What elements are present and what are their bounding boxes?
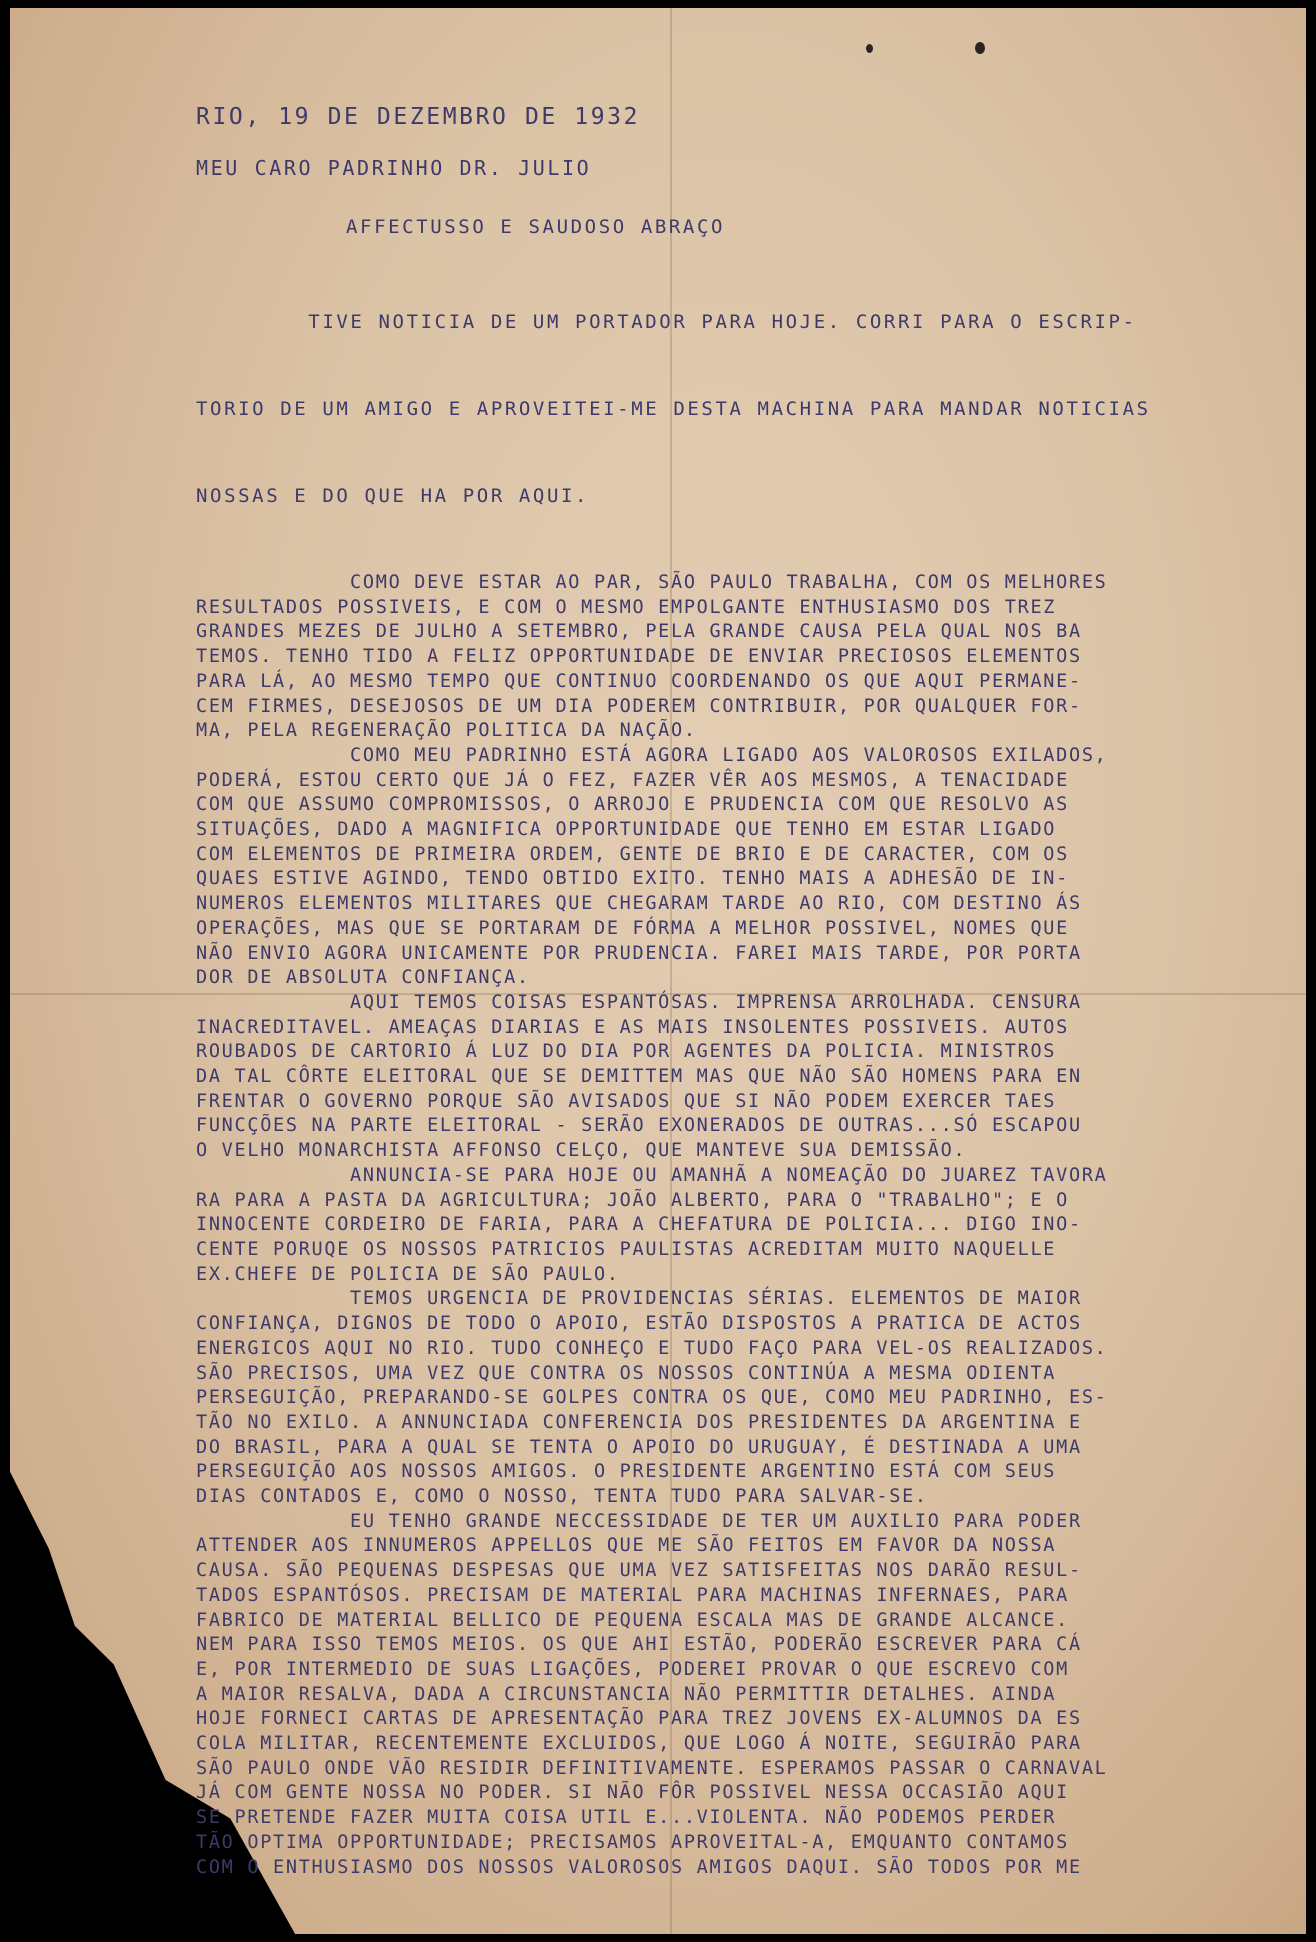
text-line: TIVE NOTICIA DE UM PORTADOR PARA HOJE. CORRI PARA O ESCRIP-	[196, 311, 1137, 333]
text-line: SÃO PAULO ONDE VÃO RESIDIR DEFINITIVAMENTE. ESPERAMOS PASSAR O CARNAVAL	[196, 1757, 1108, 1779]
text-line: DO BRASIL, PARA A QUAL SE TENTA O APOIO DO URUGUAY, É DESTINADA A UMA	[196, 1436, 1082, 1458]
greeting: AFFECTUSSO E SAUDOSO ABRAÇO	[346, 216, 726, 238]
text-line: HOJE FORNECI CARTAS DE APRESENTAÇÃO PARA TREZ JOVENS EX-ALUMNOS DA ES	[196, 1708, 1082, 1730]
text-line: NOSSAS E DO QUE HA POR AQUI.	[196, 485, 590, 507]
text-line: GRANDES MEZES DE JULHO A SETEMBRO, PELA GRANDE CAUSA PELA QUAL NOS BA	[196, 621, 1082, 643]
text-line: TÃO NO EXILO. A ANNUNCIADA CONFERENCIA DOS PRESIDENTES DA ARGENTINA E	[196, 1411, 1082, 1433]
salutation: MEU CARO PADRINHO DR. JULIO	[196, 156, 592, 180]
text-line: PODERÁ, ESTOU CERTO QUE JÁ O FEZ, FAZER VÊR AOS MESMOS, A TENACIDADE	[196, 769, 1069, 791]
text-line: INACREDITAVEL. AMEAÇAS DIARIAS E AS MAIS INSOLENTES POSSIVEIS. AUTOS	[196, 1016, 1069, 1038]
text-line: CONFIANÇA, DIGNOS DE TODO O APOIO, ESTÃO DISPOSTOS A PRATICA DE ACTOS	[196, 1313, 1082, 1335]
text-line: MA, PELA REGENERAÇÃO POLITICA DA NAÇÃO.	[196, 720, 697, 742]
letter-date: RIO, 19 DE DEZEMBRO DE 1932	[196, 104, 641, 130]
text-line: E, POR INTERMEDIO DE SUAS LIGAÇÕES, PODEREI PROVAR O QUE ESCREVO COM	[196, 1658, 1069, 1680]
text-line: RA PARA A PASTA DA AGRICULTURA; JOÃO ALBERTO, PARA O "TRABALHO"; E O	[196, 1189, 1069, 1211]
letter-body	[196, 571, 1266, 1880]
text-line: DOR DE ABSOLUTA CONFIANÇA.	[196, 967, 530, 989]
text-line: QUAES ESTIVE AGINDO, TENDO OBTIDO EXITO. TENHO MAIS A ADHESÃO DE IN-	[196, 868, 1069, 890]
text-line: EX.CHEFE DE POLICIA DE SÃO PAULO.	[196, 1263, 620, 1285]
text-line: CENTE PORUQE OS NOSSOS PATRICIOS PAULISTAS ACREDITAM MUITO NAQUELLE	[196, 1238, 1057, 1260]
text-line: CEM FIRMES, DESEJOSOS DE UM DIA PODEREM CONTRIBUIR, POR QUALQUER FOR-	[196, 695, 1082, 717]
text-line: SITUAÇÕES, DADO A MAGNIFICA OPPORTUNIDADE QUE TENHO EM ESTAR LIGADO	[196, 819, 1057, 841]
text-line: NÃO ENVIO AGORA UNICAMENTE POR PRUDENCIA. FAREI MAIS TARDE, POR PORTA	[196, 942, 1082, 964]
text-line: TÃO OPTIMA OPPORTUNIDADE; PRECISAMOS APROVEITAL-A, EMQUANTO CONTAMOS	[196, 1831, 1069, 1853]
text-line: FABRICO DE MATERIAL BELLICO DE PEQUENA ESCALA MAS DE GRANDE ALCANCE.	[196, 1609, 1069, 1631]
text-line: A MAIOR RESALVA, DADA A CIRCUNSTANCIA NÃO PERMITTIR DETALHES. AINDA	[196, 1683, 1057, 1705]
text-line: PARA LÁ, AO MESMO TEMPO QUE CONTINUO COORDENANDO OS QUE AQUI PERMANE-	[196, 670, 1082, 692]
text-line: PERSEGUIÇÃO AOS NOSSOS AMIGOS. O PRESIDENTE ARGENTINO ESTÁ COM SEUS	[196, 1461, 1057, 1483]
text-line: NEM PARA ISSO TEMOS MEIOS. OS QUE AHI ESTÃO, PODERÃO ESCREVER PARA CÁ	[196, 1634, 1082, 1656]
text-line: COMO MEU PADRINHO ESTÁ AGORA LIGADO AOS VALOROSOS EXILADOS,	[196, 744, 1108, 766]
text-line: FRENTAR O GOVERNO PORQUE SÃO AVISADOS QUE SI NÃO PODEM EXERCER TAES	[196, 1090, 1057, 1112]
text-line: DA TAL CÔRTE ELEITORAL QUE SE DEMITTEM MAS QUE NÃO SÃO HOMENS PARA EN	[196, 1066, 1082, 1088]
text-line: FUNCÇÕES NA PARTE ELEITORAL - SERÃO EXONERADOS DE OUTRAS...SÓ ESCAPOU	[196, 1115, 1082, 1137]
text-line: ATTENDER AOS INNUMEROS APPELLOS QUE ME SÃO FEITOS EM FAVOR DA NOSSA	[196, 1535, 1057, 1557]
text-line: TEMOS URGENCIA DE PROVIDENCIAS SÉRIAS. ELEMENTOS DE MAIOR	[196, 1288, 1082, 1310]
text-line: AQUI TEMOS COISAS ESPANTÓSAS. IMPRENSA ARROLHADA. CENSURA	[196, 991, 1082, 1013]
text-line: NUMEROS ELEMENTOS MILITARES QUE CHEGARAM TARDE AO RIO, COM DESTINO ÁS	[196, 893, 1082, 915]
typed-letter	[196, 104, 1266, 1880]
text-line: PERSEGUIÇÃO, PREPARANDO-SE GOLPES CONTRA OS QUE, COMO MEU PADRINHO, ES-	[196, 1387, 1108, 1409]
text-line: INNOCENTE CORDEIRO DE FARIA, PARA A CHEFATURA DE POLICIA... DIGO INO-	[196, 1214, 1082, 1236]
text-line: COM QUE ASSUMO COMPROMISSOS, O ARROJO E PRUDENCIA COM QUE RESOLVO AS	[196, 794, 1069, 816]
text-line: CAUSA. SÃO PEQUENAS DESPESAS QUE UMA VEZ SATISFEITAS NOS DARÃO RESUL-	[196, 1560, 1082, 1582]
text-line: O VELHO MONARCHISTA AFFONSO CELÇO, QUE MANTEVE SUA DEMISSÃO.	[196, 1140, 967, 1162]
text-line: TEMOS. TENHO TIDO A FELIZ OPPORTUNIDADE DE ENVIAR PRECIOSOS ELEMENTOS	[196, 646, 1082, 668]
text-line: COM ELEMENTOS DE PRIMEIRA ORDEM, GENTE DE BRIO E DE CARACTER, COM OS	[196, 843, 1069, 865]
text-line: ENERGICOS AQUI NO RIO. TUDO CONHEÇO E TUDO FAÇO PARA VEL-OS REALIZADOS.	[196, 1337, 1108, 1359]
text-line: SE PRETENDE FAZER MUITA COISA UTIL E...VIOLENTA. NÃO PODEMOS PERDER	[196, 1807, 1057, 1829]
text-line: OPERAÇÕES, MAS QUE SE PORTARAM DE FÓRMA A MELHOR POSSIVEL, NOMES QUE	[196, 917, 1069, 939]
text-line: JÁ COM GENTE NOSSA NO PODER. SI NÃO FÔR POSSIVEL NESSA OCCASIÃO AQUI	[196, 1782, 1069, 1804]
text-line: EU TENHO GRANDE NECCESSIDADE DE TER UM AUXILIO PARA PODER	[196, 1510, 1082, 1532]
text-line: DIAS CONTADOS E, COMO O NOSSO, TENTA TUDO PARA SALVAR-SE.	[196, 1486, 928, 1508]
text-line: COMO DEVE ESTAR AO PAR, SÃO PAULO TRABALHA, COM OS MELHORES	[196, 572, 1108, 593]
ink-spot	[866, 44, 873, 53]
text-line: COLA MILITAR, RECENTEMENTE EXCLUIDOS, QUE LOGO Á NOITE, SEGUIRÃO PARA	[196, 1733, 1082, 1755]
text-line: TORIO DE UM AMIGO E APROVEITEI-ME DESTA MACHINA PARA MANDAR NOTICIAS	[196, 398, 1151, 420]
text-line: ROUBADOS DE CARTORIO Á LUZ DO DIA POR AGENTES DA POLICIA. MINISTROS	[196, 1041, 1057, 1063]
text-line: TADOS ESPANTÓSOS. PRECISAM DE MATERIAL PARA MACHINAS INFERNAES, PARA	[196, 1584, 1069, 1606]
text-line: ANNUNCIA-SE PARA HOJE OU AMANHÃ A NOMEAÇÃO DO JUAREZ TAVORA	[196, 1164, 1108, 1186]
ink-spot	[975, 42, 985, 54]
text-line: RESULTADOS POSSIVEIS, E COM O MESMO EMPOLGANTE ENTHUSIASMO DOS TREZ	[196, 596, 1057, 618]
text-line: COM O ENTHUSIASMO DOS NOSSOS VALOROSOS AMIGOS DAQUI. SÃO TODOS POR ME	[196, 1856, 1082, 1878]
text-line: SÃO PRECISOS, UMA VEZ QUE CONTRA OS NOSSOS CONTINÚA A MESMA ODIENTA	[196, 1362, 1057, 1384]
intro-paragraph	[196, 260, 1266, 559]
